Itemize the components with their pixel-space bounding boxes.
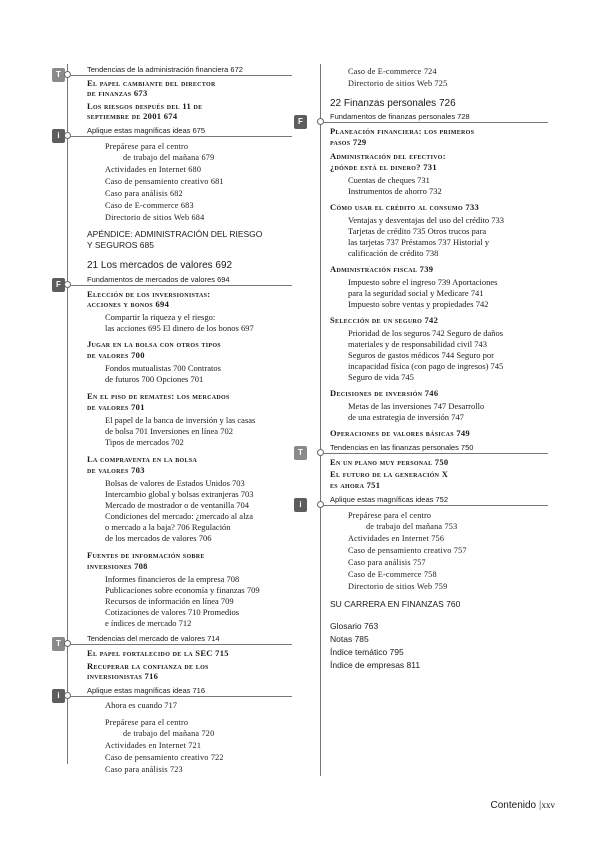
ideas-item: Prepárese para el centro: [348, 511, 432, 520]
ideas-icon: i: [52, 689, 65, 703]
subsection-entry: calificación de crédito 738: [348, 248, 439, 258]
trend-icon: T: [52, 68, 65, 82]
chapter-title: 21 Los mercados de valores 692: [87, 260, 233, 271]
subsection-entry: El papel de la banca de inversión y las casas: [105, 415, 256, 425]
appendix-entry: APÉNDICE: ADMINISTRACIÓN DEL RIESGO: [87, 229, 263, 239]
section-entry: La compraventa en la bolsa: [87, 454, 198, 464]
ideas-item: Caso para análisis 757: [348, 558, 426, 567]
ideas-item: Caso para análisis 723: [105, 765, 183, 774]
subsection-entry: incapacidad física (con pago de ingresos) 745: [348, 361, 504, 371]
ideas-item: Caso de E-commerce 758: [348, 570, 437, 579]
header-rule: [70, 75, 292, 76]
header-rule: [70, 136, 292, 137]
trend-header: Tendencias en las finanzas personales 750: [330, 443, 474, 452]
section-entry: Operaciones de valores básicas 749: [330, 428, 470, 438]
ideas-icon: i: [52, 129, 65, 143]
ideas-header: Aplique estas magníficas ideas 716: [87, 686, 205, 695]
subsection-entry: Cuentas de cheques 731: [348, 175, 430, 185]
subsection-entry: Cotizaciones de valores 710 Promedios: [105, 607, 240, 617]
subsection-entry: de los mercados de valores 706: [105, 533, 212, 543]
ideas-item: Actividades en Internet 756: [348, 534, 445, 543]
ideas-item: Caso de E-commerce 724: [348, 67, 437, 76]
header-rule: [70, 644, 292, 645]
left-timeline: [67, 64, 68, 764]
ideas-item: Directorio de sitios Web 684: [105, 213, 205, 222]
subsection-entry: para la seguridad social y Medicare 741: [348, 288, 484, 298]
subsection-entry: Intercambio global y bolsas extranjeras 703: [105, 489, 254, 499]
ideas-header: Aplique estas magníficas ideas 752: [330, 495, 448, 504]
subsection-entry: Fondos mutualistas 700 Contratos: [105, 363, 221, 373]
trend-icon: T: [52, 637, 65, 651]
toc-entry: El papel cambiante del director: [87, 78, 216, 88]
toc-entry: El futuro de la generación X: [330, 469, 449, 479]
trend-icon: T: [294, 446, 307, 460]
section-entry: Planeación financiera: los primeros: [330, 126, 475, 136]
fundamentals-header: Fundamentos de finanzas personales 728: [330, 112, 470, 121]
subsection-entry: Publicaciones sobre economía y finanzas 709: [105, 585, 260, 595]
section-entry: Administración fiscal 739: [330, 264, 434, 274]
ideas-item: Ahora es cuando 717: [105, 700, 177, 710]
subsection-entry: Ventajas y desventajas del uso del crédito 733: [348, 215, 505, 225]
toc-entry: En un plano muy personal 750: [330, 457, 449, 467]
backmatter-entry: Notas 785: [330, 634, 369, 644]
section-entry: Cómo usar el crédito al consumo 733: [330, 202, 480, 212]
appendix-entry: Y SEGUROS 685: [87, 240, 154, 250]
subsection-entry: de bolsa 701 Inversiones en línea 702: [105, 426, 233, 436]
toc-entry: El papel fortalecido de la SEC 715: [87, 648, 229, 658]
backmatter-entry: Glosario 763: [330, 621, 379, 631]
ideas-header: Aplique estas magníficas ideas 675: [87, 126, 205, 135]
toc-entry: Recuperar la confianza de los: [87, 661, 209, 671]
section-entry: de valores 701: [87, 402, 145, 412]
header-rule: [323, 122, 548, 123]
subsection-entry: Recursos de información en línea 709: [105, 596, 234, 606]
section-entry: Administración del efectivo:: [330, 151, 446, 161]
career-entry: SU CARRERA EN FINANZAS 760: [330, 599, 461, 609]
header-rule: [323, 505, 548, 506]
fundamentals-icon: F: [294, 115, 307, 129]
ideas-item: de trabajo del mañana 679: [123, 153, 215, 162]
ideas-item: de trabajo del mañana 753: [366, 522, 458, 531]
fundamentals-header: Fundamentos de mercados de valores 694: [87, 275, 230, 284]
ideas-item: Caso para análisis 682: [105, 189, 183, 198]
page-number: xxv: [541, 800, 555, 810]
ideas-item: Actividades en Internet 680: [105, 165, 202, 174]
toc-entry: Los riesgos después del 11 de: [87, 101, 203, 111]
subsection-entry: Tipos de mercados 702: [105, 437, 184, 447]
subsection-entry: Impuesto sobre el ingreso 739 Aportaciones: [348, 277, 498, 287]
fundamentals-icon: F: [52, 278, 65, 292]
section-entry: Elección de los inversionistas:: [87, 289, 211, 299]
subsection-entry: Tarjetas de crédito 735 Otros trucos para: [348, 226, 487, 236]
ideas-item: Actividades en Internet 721: [105, 741, 202, 750]
subsection-entry: Seguros de gastos médicos 744 Seguro por: [348, 350, 494, 360]
subsection-entry: Bolsas de valores de Estados Unidos 703: [105, 478, 245, 488]
backmatter-entry: Índice de empresas 811: [330, 660, 421, 670]
column-divider: [320, 64, 321, 776]
toc-entry: es ahora 751: [330, 480, 381, 490]
ideas-item: Prepárese para el centro: [105, 142, 189, 151]
subsection-entry: Condiciones del mercado: ¿mercado al alza: [105, 511, 253, 521]
section-entry: de valores 703: [87, 465, 145, 475]
section-entry: En el piso de remates: los mercados: [87, 391, 230, 401]
subsection-entry: las tarjetas 737 Préstamos 737 Historial y: [348, 237, 490, 247]
subsection-entry: Instrumentos de ahorro 732: [348, 186, 442, 196]
ideas-item: Prepárese para el centro: [105, 718, 189, 727]
section-entry: pasos 729: [330, 137, 367, 147]
section-entry: Selección de un seguro 742: [330, 315, 439, 325]
footer-label: Contenido: [490, 800, 537, 811]
subsection-entry: Metas de las inversiones 747 Desarrollo: [348, 401, 485, 411]
subsection-entry: e índices de mercado 712: [105, 618, 192, 628]
toc-entry: de finanzas 673: [87, 88, 148, 98]
ideas-item: Directorio de sitios Web 725: [348, 79, 448, 88]
subsection-entry: Seguro de vida 745: [348, 372, 414, 382]
subsection-entry: Prioridad de los seguros 742 Seguro de daños: [348, 328, 504, 338]
subsection-entry: materiales y de responsabilidad civil 743: [348, 339, 488, 349]
section-entry: Decisiones de inversión 746: [330, 388, 439, 398]
subsection-entry: Compartir la riqueza y el riesgo:: [105, 312, 216, 322]
header-rule: [323, 453, 548, 454]
subsection-entry: las acciones 695 El dinero de los bonos 697: [105, 323, 254, 333]
chapter-title: 22 Finanzas personales 726: [330, 98, 456, 109]
toc-entry: inversionistas 716: [87, 671, 159, 681]
toc-entry: septiembre de 2001 674: [87, 111, 178, 121]
section-entry: ¿dónde está el dinero? 731: [330, 162, 437, 172]
section-entry: Fuentes de información sobre: [87, 550, 205, 560]
ideas-item: Caso de pensamiento creativo 757: [348, 546, 467, 555]
header-rule: [70, 285, 292, 286]
page-footer: Contenido |xxv: [490, 800, 555, 811]
subsection-entry: Mercado de mostrador o de ventanilla 704: [105, 500, 249, 510]
trend-header: Tendencias de la administración financiera 672: [87, 65, 243, 74]
header-rule: [70, 696, 292, 697]
section-entry: inversiones 708: [87, 561, 148, 571]
ideas-item: Caso de E-commerce 683: [105, 201, 194, 210]
subsection-entry: de futuros 700 Opciones 701: [105, 374, 204, 384]
section-entry: de valores 700: [87, 350, 145, 360]
subsection-entry: Impuesto sobre ventas y propiedades 742: [348, 299, 489, 309]
section-entry: acciones y bonos 694: [87, 299, 170, 309]
ideas-item: de trabajo del mañana 720: [123, 729, 215, 738]
trend-header: Tendencias del mercado de valores 714: [87, 634, 220, 643]
ideas-item: Caso de pensamiento creativo 722: [105, 753, 224, 762]
backmatter-entry: Índice temático 795: [330, 647, 404, 657]
subsection-entry: o mercado a la baja? 706 Regulación: [105, 522, 231, 532]
ideas-icon: i: [294, 498, 307, 512]
subsection-entry: de una estrategia de inversión 747: [348, 412, 464, 422]
subsection-entry: Informes financieros de la empresa 708: [105, 574, 240, 584]
ideas-item: Directorio de sitios Web 759: [348, 582, 448, 591]
section-entry: Jugar en la bolsa con otros tipos: [87, 339, 221, 349]
ideas-item: Caso de pensamiento creativo 681: [105, 177, 224, 186]
